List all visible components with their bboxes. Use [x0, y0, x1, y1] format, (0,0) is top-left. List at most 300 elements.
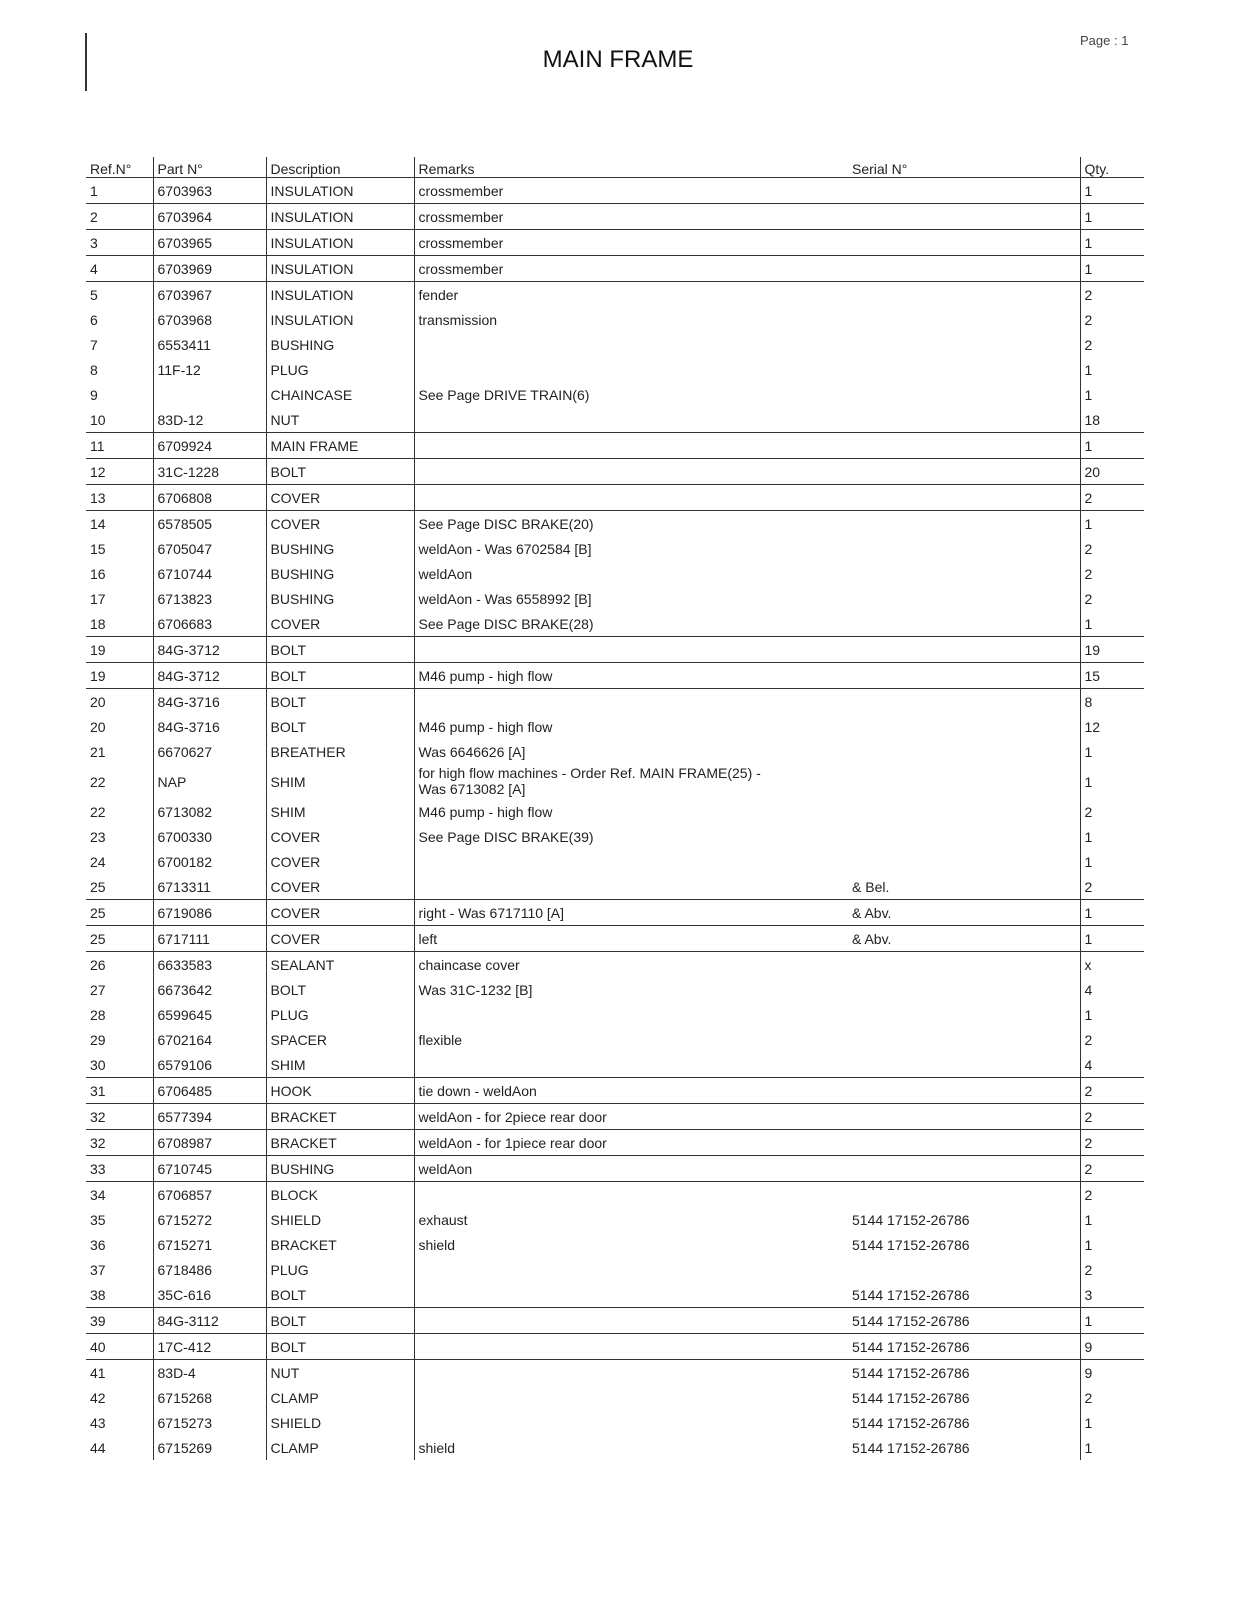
remarks-cell: [414, 637, 786, 663]
serial-cell: [786, 282, 1080, 308]
serial-cell: 5144 17152-26786: [852, 1211, 970, 1228]
part-number-cell: 6715272: [153, 1207, 266, 1232]
part-number-cell: 6713082: [153, 799, 266, 824]
ref-cell: 26: [90, 956, 106, 973]
remarks-cell: [414, 1282, 786, 1308]
serial-cell: 5144 17152-26786: [852, 1439, 970, 1456]
remarks-cell: [414, 849, 786, 874]
ref-cell: 7: [90, 336, 98, 353]
remarks-cell: weldAon: [414, 1156, 786, 1182]
remarks-cell: chaincase cover: [414, 952, 786, 978]
serial-cell: [786, 977, 1080, 1002]
ref-cell: 38: [86, 1282, 153, 1308]
qty-cell: 1: [1080, 739, 1144, 764]
description-cell: BUSHING: [266, 1156, 414, 1182]
remarks-cell: M46 pump - high flow: [414, 799, 786, 824]
ref-cell: 25: [86, 926, 153, 952]
serial-cell: [786, 1156, 1080, 1182]
qty-cell: 12: [1080, 714, 1144, 739]
part-number-cell: 6709924: [153, 433, 266, 459]
part-number-cell: 84G-3716: [153, 689, 266, 715]
description-cell: COVER: [266, 900, 414, 926]
serial-cell: [786, 1182, 1080, 1208]
ref-cell: 6: [90, 311, 98, 328]
ref-cell: 4: [86, 256, 153, 282]
ref-cell: 2: [86, 204, 153, 230]
qty-cell: 4: [1080, 977, 1144, 1002]
ref-cell: 10: [86, 407, 153, 433]
qty-cell: 1: [1080, 900, 1144, 926]
table-row: [86, 1435, 1144, 1460]
part-number-cell: 6579106: [153, 1052, 266, 1078]
ref-cell: 32: [86, 1130, 153, 1156]
serial-cell: [786, 382, 1080, 407]
remarks-cell: Was 31C-1232 [B]: [414, 977, 786, 1002]
description-cell: MAIN FRAME: [266, 433, 414, 459]
serial-cell: [786, 849, 1080, 874]
ref-cell: 25: [86, 874, 153, 900]
description-cell: COVER: [266, 926, 414, 952]
serial-cell: [786, 307, 1080, 332]
part-number-cell: 6715273: [153, 1410, 266, 1435]
part-number-cell: 6705047: [153, 536, 266, 561]
ref-cell: 43: [90, 1414, 106, 1431]
remarks-cell: [414, 1360, 786, 1386]
qty-cell: 2: [1080, 874, 1144, 900]
table-row: [86, 1282, 1144, 1308]
remarks-cell: [414, 1410, 786, 1435]
remarks-cell: Was 6646626 [A]: [414, 739, 786, 764]
serial-cell: 5144 17152-26786: [852, 1414, 970, 1431]
part-number-cell: NAP: [153, 764, 266, 799]
remarks-cell: [414, 332, 786, 357]
remarks-cell: See Page DRIVE TRAIN(6): [414, 382, 786, 407]
remarks-cell: [414, 1182, 786, 1208]
description-cell: BOLT: [266, 714, 414, 739]
remarks-cell: weldAon - for 2piece rear door: [414, 1104, 786, 1130]
table-row: [86, 764, 1144, 799]
part-number-cell: 6717111: [153, 926, 266, 952]
remarks-cell: tie down - weldAon: [414, 1078, 786, 1104]
serial-cell: [786, 536, 1080, 561]
part-number-cell: 6715268: [153, 1385, 266, 1410]
qty-cell: 1: [1080, 926, 1144, 952]
qty-cell: 2: [1080, 1156, 1144, 1182]
part-number-cell: 6700182: [153, 849, 266, 874]
qty-cell: 2: [1080, 1130, 1144, 1156]
serial-cell: [786, 1104, 1080, 1130]
part-number-cell: 6578505: [153, 511, 266, 537]
qty-cell: 1: [1080, 1207, 1144, 1232]
qty-cell: 1: [1080, 230, 1144, 256]
description-cell: BUSHING: [266, 536, 414, 561]
ref-cell: 21: [90, 743, 106, 760]
part-number-cell: 6703965: [153, 230, 266, 256]
serial-cell: [786, 485, 1080, 511]
qty-cell: 1: [1080, 382, 1144, 407]
ref-cell: 30: [86, 1052, 153, 1078]
part-number-cell: 6710744: [153, 561, 266, 586]
part-number-cell: 83D-4: [153, 1360, 266, 1386]
ref-cell: 11: [86, 433, 153, 459]
qty-cell: 2: [1080, 282, 1144, 308]
ref-cell: 1: [86, 178, 153, 204]
remarks-cell: See Page DISC BRAKE(39): [414, 824, 786, 849]
page-title: MAIN FRAME: [542, 46, 694, 73]
qty-cell: 1: [1080, 1308, 1144, 1334]
part-number-cell: 6706857: [153, 1182, 266, 1208]
description-cell: SHIM: [266, 799, 414, 824]
remarks-cell: crossmember: [414, 230, 786, 256]
serial-cell: [786, 739, 1080, 764]
table-row: [86, 900, 1144, 926]
header-row: [86, 157, 1144, 178]
qty-cell: 2: [1080, 1027, 1144, 1052]
remarks-cell: crossmember: [414, 256, 786, 282]
table-row: [86, 433, 1144, 459]
ref-cell: 32: [86, 1104, 153, 1130]
description-cell: CLAMP: [266, 1385, 414, 1410]
qty-cell: x: [1080, 952, 1144, 978]
description-cell: BOLT: [266, 1308, 414, 1334]
ref-cell: 31: [86, 1078, 153, 1104]
table-row: [86, 536, 1144, 561]
ref-cell: 15: [90, 540, 106, 557]
part-number-cell: 6708987: [153, 1130, 266, 1156]
remarks-cell: crossmember: [414, 204, 786, 230]
header-ref: Ref.N°: [86, 157, 153, 178]
ref-cell: 13: [86, 485, 153, 511]
part-number-cell: 35C-616: [153, 1282, 266, 1308]
remarks-cell: shield: [414, 1435, 786, 1460]
table-row: [86, 586, 1144, 611]
part-number-cell: 6713311: [153, 874, 266, 900]
table-row: [86, 485, 1144, 511]
remarks-cell: M46 pump - high flow: [414, 714, 786, 739]
part-number-cell: 83D-12: [153, 407, 266, 433]
part-number-cell: 6673642: [153, 977, 266, 1002]
qty-cell: 2: [1080, 1385, 1144, 1410]
ref-cell: 23: [90, 828, 106, 845]
description-cell: BRACKET: [266, 1130, 414, 1156]
description-cell: BOLT: [266, 459, 414, 485]
table-row: [86, 637, 1144, 663]
ref-cell: 41: [90, 1364, 106, 1381]
remarks-cell: M46 pump - high flow: [414, 663, 786, 689]
part-number-cell: 6703964: [153, 204, 266, 230]
serial-cell: [786, 714, 1080, 739]
part-number-cell: 6700330: [153, 824, 266, 849]
ref-cell: 24: [90, 853, 106, 870]
header-part: Part N°: [153, 157, 266, 178]
ref-cell: 9: [90, 386, 98, 403]
part-number-cell: [153, 382, 266, 407]
part-number-cell: 6719086: [153, 900, 266, 926]
serial-cell: 5144 17152-26786: [852, 1364, 970, 1381]
ref-cell: 25: [86, 900, 153, 926]
remarks-cell: weldAon - Was 6702584 [B]: [414, 536, 786, 561]
ref-cell: 39: [86, 1308, 153, 1334]
header-qty: Qty.: [1080, 157, 1144, 178]
ref-cell: 34: [90, 1186, 106, 1203]
remarks-cell: [414, 1308, 786, 1334]
table-row: [86, 230, 1144, 256]
serial-cell: [786, 1078, 1080, 1104]
part-number-cell: 6633583: [153, 952, 266, 978]
remarks-cell: [414, 433, 786, 459]
ref-cell: 12: [86, 459, 153, 485]
part-number-cell: 31C-1228: [153, 459, 266, 485]
remarks-cell: right - Was 6717110 [A]: [414, 900, 786, 926]
remarks-cell: weldAon: [414, 561, 786, 586]
description-cell: PLUG: [266, 357, 414, 382]
ref-cell: 44: [90, 1439, 106, 1456]
part-number-cell: 6715269: [153, 1435, 266, 1460]
serial-cell: [786, 256, 1080, 282]
part-number-cell: 6577394: [153, 1104, 266, 1130]
remarks-cell: [414, 1385, 786, 1410]
remarks-cell: exhaust: [414, 1207, 786, 1232]
ref-cell: 36: [90, 1236, 106, 1253]
serial-cell: [786, 1257, 1080, 1282]
serial-cell: 5144 17152-26786: [852, 1389, 970, 1406]
part-number-cell: 17C-412: [153, 1334, 266, 1360]
serial-cell: [786, 433, 1080, 459]
part-number-cell: 6703968: [153, 307, 266, 332]
qty-cell: 2: [1080, 485, 1144, 511]
ref-cell: 33: [86, 1156, 153, 1182]
table-row: [86, 663, 1144, 689]
remarks-cell: [414, 689, 786, 715]
description-cell: INSULATION: [266, 256, 414, 282]
table-row: [86, 1104, 1144, 1130]
qty-cell: 1: [1080, 1410, 1144, 1435]
table-row: [86, 1410, 1144, 1435]
part-number-cell: 6553411: [153, 332, 266, 357]
ref-cell: 3: [86, 230, 153, 256]
table-row: [86, 952, 1144, 978]
table-row: [86, 799, 1144, 824]
table-row: [86, 1182, 1144, 1208]
part-number-cell: 84G-3712: [153, 637, 266, 663]
qty-cell: 2: [1080, 307, 1144, 332]
table-row: [86, 1257, 1144, 1282]
part-number-cell: 6703967: [153, 282, 266, 308]
part-number-cell: 6706485: [153, 1078, 266, 1104]
serial-cell: [786, 1002, 1080, 1027]
ref-cell: 22: [90, 803, 106, 820]
table-row: [86, 1232, 1144, 1257]
table-row: [86, 739, 1144, 764]
table-row: [86, 1360, 1144, 1386]
description-cell: SPACER: [266, 1027, 414, 1052]
qty-cell: 1: [1080, 1232, 1144, 1257]
part-number-cell: 6703963: [153, 178, 266, 204]
part-number-cell: 6715271: [153, 1232, 266, 1257]
qty-cell: 1: [1080, 357, 1144, 382]
description-cell: COVER: [266, 611, 414, 637]
part-number-cell: 6718486: [153, 1257, 266, 1282]
description-cell: NUT: [266, 1360, 414, 1386]
description-cell: BOLT: [266, 977, 414, 1002]
part-number-cell: 6710745: [153, 1156, 266, 1182]
description-cell: BUSHING: [266, 586, 414, 611]
remarks-cell: left: [414, 926, 786, 952]
serial-cell: [786, 561, 1080, 586]
remarks-cell: shield: [414, 1232, 786, 1257]
qty-cell: 1: [1080, 204, 1144, 230]
header-serial: Serial N°: [786, 157, 1080, 178]
qty-cell: 1: [1080, 1002, 1144, 1027]
remarks-cell: [414, 1257, 786, 1282]
ref-cell: 22: [90, 773, 106, 790]
serial-cell: [786, 764, 1080, 799]
serial-cell: [786, 637, 1080, 663]
description-cell: BUSHING: [266, 561, 414, 586]
qty-cell: 1: [1080, 511, 1144, 537]
ref-cell: 14: [90, 515, 106, 532]
serial-cell: [786, 407, 1080, 433]
description-cell: SHIM: [266, 1052, 414, 1078]
description-cell: SHIELD: [266, 1410, 414, 1435]
description-cell: INSULATION: [266, 230, 414, 256]
serial-cell: [786, 799, 1080, 824]
qty-cell: 1: [1080, 256, 1144, 282]
serial-cell: [786, 952, 1080, 978]
remarks-cell: See Page DISC BRAKE(28): [414, 611, 786, 637]
ref-cell: 16: [90, 565, 106, 582]
serial-cell: [786, 511, 1080, 537]
description-cell: PLUG: [266, 1257, 414, 1282]
table-row: [86, 511, 1144, 537]
ref-cell: 8: [90, 361, 98, 378]
qty-cell: 20: [1080, 459, 1144, 485]
description-cell: NUT: [266, 407, 414, 433]
serial-cell: [786, 204, 1080, 230]
description-cell: SHIELD: [266, 1207, 414, 1232]
description-cell: INSULATION: [266, 178, 414, 204]
remarks-cell: transmission: [414, 307, 786, 332]
description-cell: CLAMP: [266, 1435, 414, 1460]
ref-cell: 18: [86, 611, 153, 637]
serial-cell: [786, 663, 1080, 689]
part-number-cell: 6703969: [153, 256, 266, 282]
serial-cell: 5144 17152-26786: [852, 1236, 970, 1253]
table-row: [86, 874, 1144, 900]
serial-cell: [786, 611, 1080, 637]
remarks-cell: [414, 459, 786, 485]
qty-cell: 4: [1080, 1052, 1144, 1078]
description-cell: COVER: [266, 874, 414, 900]
table-row: [86, 714, 1144, 739]
table-row: [86, 1130, 1144, 1156]
qty-cell: 1: [1080, 1435, 1144, 1460]
part-number-cell: 84G-3716: [153, 714, 266, 739]
serial-cell: [786, 824, 1080, 849]
description-cell: BOLT: [266, 1334, 414, 1360]
remarks-cell: [414, 407, 786, 433]
table-row: [86, 824, 1144, 849]
table-row: [86, 382, 1144, 407]
description-cell: BOLT: [266, 637, 414, 663]
remarks-cell: weldAon - for 1piece rear door: [414, 1130, 786, 1156]
serial-cell: [786, 332, 1080, 357]
part-number-cell: 6670627: [153, 739, 266, 764]
parts-body: [86, 178, 1144, 1461]
remarks-cell: crossmember: [414, 178, 786, 204]
serial-cell: [786, 357, 1080, 382]
description-cell: PLUG: [266, 1002, 414, 1027]
part-number-cell: 6706808: [153, 485, 266, 511]
ref-cell: 20: [90, 693, 106, 710]
qty-cell: 9: [1080, 1360, 1144, 1386]
part-number-cell: 6706683: [153, 611, 266, 637]
serial-cell: 5144 17152-26786: [786, 1308, 1080, 1334]
table-row: [86, 256, 1144, 282]
qty-cell: 2: [1080, 1182, 1144, 1208]
qty-cell: 8: [1080, 689, 1144, 715]
page-number: Page : 1: [1080, 33, 1129, 48]
table-row: [86, 1207, 1144, 1232]
remarks-cell: [414, 1334, 786, 1360]
ref-cell: 19: [86, 663, 153, 689]
qty-cell: 2: [1080, 561, 1144, 586]
table-row: [86, 689, 1144, 715]
serial-cell: 5144 17152-26786: [786, 1282, 1080, 1308]
table-row: [86, 332, 1144, 357]
serial-cell: [786, 1027, 1080, 1052]
qty-cell: 2: [1080, 536, 1144, 561]
part-number-cell: 6702164: [153, 1027, 266, 1052]
table-row: [86, 1078, 1144, 1104]
table-row: [86, 1308, 1144, 1334]
description-cell: BRACKET: [266, 1232, 414, 1257]
table-row: [86, 407, 1144, 433]
qty-cell: 1: [1080, 178, 1144, 204]
description-cell: BREATHER: [266, 739, 414, 764]
serial-cell: & Abv.: [786, 900, 1080, 926]
description-cell: INSULATION: [266, 307, 414, 332]
ref-cell: 28: [90, 1006, 106, 1023]
serial-cell: [786, 230, 1080, 256]
table-row: [86, 561, 1144, 586]
description-cell: BOLT: [266, 663, 414, 689]
part-number-cell: 84G-3112: [153, 1308, 266, 1334]
part-number-cell: 6599645: [153, 1002, 266, 1027]
ref-cell: 20: [90, 718, 106, 735]
qty-cell: 1: [1080, 433, 1144, 459]
description-cell: COVER: [266, 849, 414, 874]
table-row: [86, 926, 1144, 952]
qty-cell: 2: [1080, 586, 1144, 611]
description-cell: HOOK: [266, 1078, 414, 1104]
qty-cell: 1: [1080, 611, 1144, 637]
serial-cell: [786, 689, 1080, 715]
table-row: [86, 282, 1144, 308]
table-row: [86, 977, 1144, 1002]
remarks-cell: weldAon - Was 6558992 [B]: [414, 586, 786, 611]
description-cell: COVER: [266, 511, 414, 537]
qty-cell: 2: [1080, 1078, 1144, 1104]
qty-cell: 1: [1080, 764, 1144, 799]
remarks-cell: for high flow machines - Order Ref. MAIN FRAME(25) - Was 6713082 [A]: [414, 764, 786, 799]
qty-cell: 2: [1080, 1104, 1144, 1130]
serial-cell: [786, 178, 1080, 204]
remarks-cell: [414, 1002, 786, 1027]
remarks-cell: [414, 1052, 786, 1078]
ref-cell: 42: [90, 1389, 106, 1406]
description-cell: BOLT: [266, 689, 414, 715]
